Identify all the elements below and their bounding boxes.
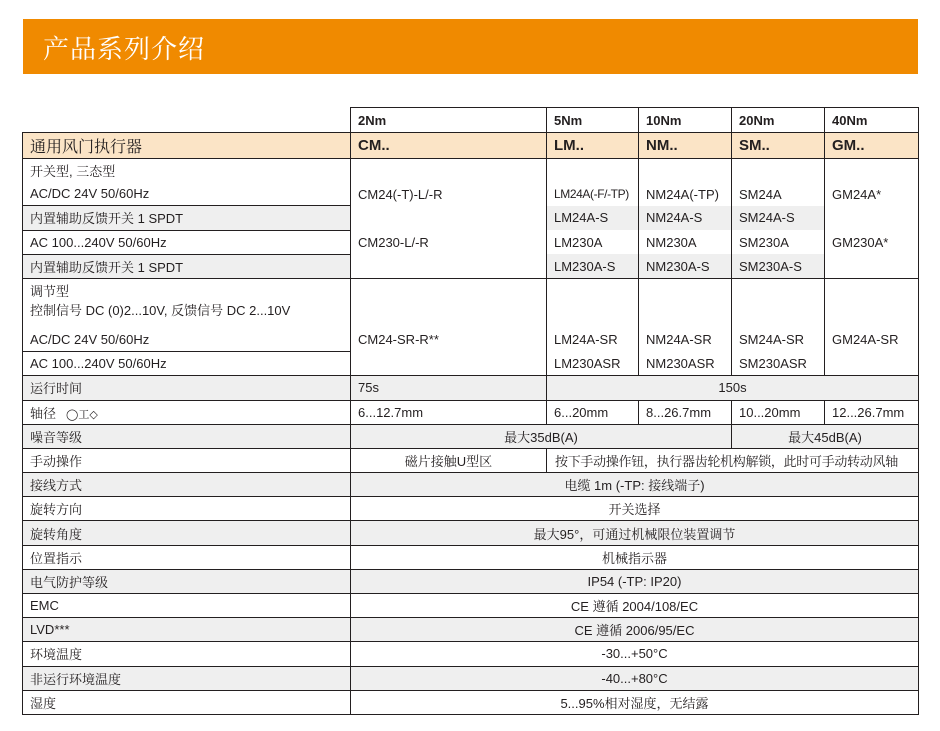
direction-row: 旋转方向 开关选择	[23, 497, 919, 521]
title-banner	[23, 19, 918, 74]
mod-type-row	[23, 278, 919, 328]
temp-row: 环境温度 -30...+50°C	[23, 642, 919, 666]
series-nm: NM..	[639, 133, 732, 159]
emc-row: EMC CE 遵循 2004/108/EC	[23, 594, 919, 618]
protection-row: 电气防护等级 IP54 (-TP: IP20)	[23, 569, 919, 593]
series-label: 通用风门执行器	[23, 133, 351, 159]
shaft-shape-icon: ◯工◇	[66, 408, 98, 421]
series-cm: CM..	[351, 133, 547, 159]
temp-off-row: 非运行环境温度 -40...+80°C	[23, 666, 919, 690]
torque-5nm: 5Nm	[547, 108, 639, 133]
table-row: AC/DC 24V 50/60Hz CM24(-T)-L/-R LM24A(-F/-TP) NM24A(-TP) SM24A GM24A*	[23, 182, 919, 206]
shaft-row: 轴径 ◯工◇ 6...12.7mm 6...20mm 8...26.7mm 10...20mm 12...26.7mm	[23, 400, 919, 424]
humidity-row: 湿度 5...95%相对湿度，无结露	[23, 690, 919, 714]
noise-row: 噪音等级 最大35dB(A) 最大45dB(A)	[23, 424, 919, 448]
torque-2nm: 2Nm	[351, 108, 547, 133]
torque-10nm: 10Nm	[639, 108, 732, 133]
torque-20nm: 20Nm	[732, 108, 825, 133]
onoff-type-label: 开关型, 三态型	[23, 159, 351, 183]
series-sm: SM..	[732, 133, 825, 159]
table-row: AC 100...240V 50/60Hz CM230-L/-R LM230A NM230A SM230A GM230A*	[23, 230, 919, 254]
series-lm: LM..	[547, 133, 639, 159]
mod-signal-label: 控制信号 DC (0)2...10V, 反馈信号 DC 2...10V	[30, 302, 291, 318]
lvd-row: LVD*** CE 遵循 2006/95/EC	[23, 618, 919, 642]
series-row	[23, 133, 919, 159]
table-row: 内置辅助反馈开关 1 SPDT LM24A-S NM24A-S SM24A-S	[23, 206, 919, 230]
table-row: 内置辅助反馈开关 1 SPDT LM230A-S NM230A-S SM230A-S	[23, 254, 919, 278]
manual-row: 手动操作 磁片接触U型区 按下手动操作钮，执行器齿轮机构解锁，此时可手动转动风轴	[23, 448, 919, 472]
runtime-row: 运行时间 75s 150s	[23, 376, 919, 400]
page-title: 产品系列介绍	[43, 34, 206, 64]
onoff-type-row	[23, 159, 919, 183]
product-series-table	[22, 107, 919, 715]
table-row: AC 100...240V 50/60Hz LM230ASR NM230ASR SM230ASR	[23, 352, 919, 376]
torque-40nm: 40Nm	[825, 108, 919, 133]
mod-type-label: 调节型	[30, 283, 70, 299]
angle-row: 旋转角度 最大95°，可通过机械限位装置调节	[23, 521, 919, 545]
position-row: 位置指示 机械指示器	[23, 545, 919, 569]
table-row: AC/DC 24V 50/60Hz CM24-SR-R** LM24A-SR NM24A-SR SM24A-SR GM24A-SR	[23, 328, 919, 352]
wiring-row: 接线方式 电缆 1m (-TP: 接线端子)	[23, 473, 919, 497]
series-gm: GM..	[825, 133, 919, 159]
torque-row	[23, 108, 919, 133]
